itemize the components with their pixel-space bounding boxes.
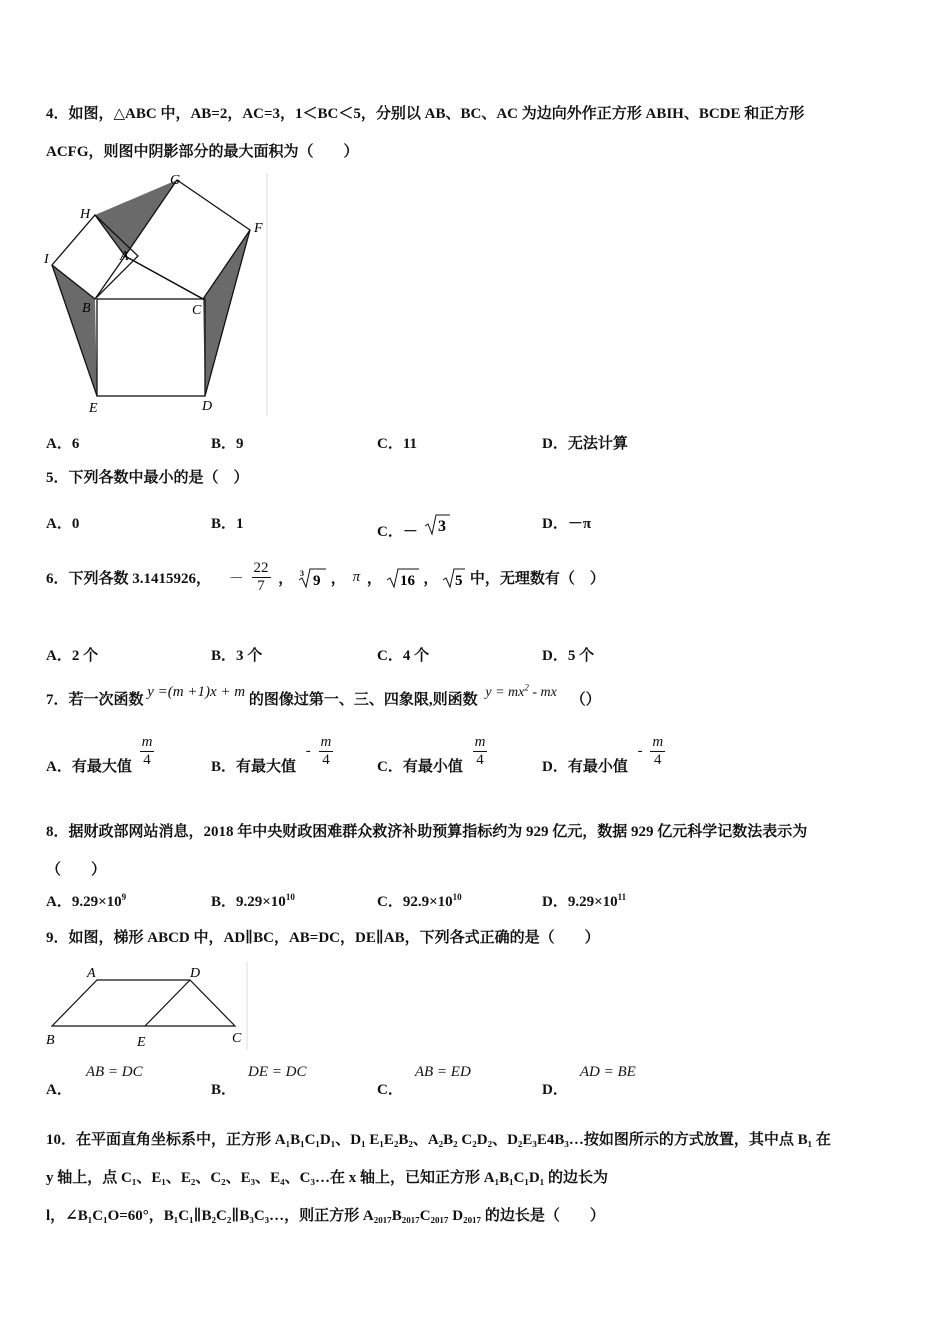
q5-option-b[interactable]: B．1 [211, 516, 244, 532]
q8-stem-line2: （ ） [46, 862, 107, 878]
q5-option-c[interactable]: C．－ 3 [377, 512, 450, 541]
svg-text:16: 16 [399, 572, 415, 589]
label-i: I [44, 252, 49, 267]
q9-figure [42, 960, 252, 1052]
label-f: F [254, 221, 263, 236]
sqrt-5 [442, 566, 466, 590]
label-d: D [190, 966, 201, 981]
q10-stem-line3: l，∠B₁C₁O=60°，B₁C₁∥B₂C₂∥B₃C₃…，则正方形 A₂₀₁₇B₂₀₁₇C₂₀₁₇ D₂₀₁₇ 的边长是（ ） [46, 1208, 605, 1224]
sqrt-3 [424, 512, 450, 538]
label-a: A [120, 249, 129, 264]
q5-stem: 5．下列各数中最小的是（ ） [46, 470, 249, 486]
svg-text:3: 3 [437, 518, 446, 535]
shade-hag [95, 180, 177, 256]
q9-option-c[interactable]: C．AB = ED [377, 1064, 471, 1098]
q7-option-b[interactable]: B．有最大值 - $\frac{m}{4}$ [211, 734, 332, 775]
q8-option-d[interactable]: D．$9.29\times 10^{11}$ [542, 892, 627, 910]
q9-stem: 9．如图，梯形 ABCD 中，AD∥BC，AB=DC，DE∥AB，下列各式正确的是（ ） [46, 930, 600, 946]
q7-option-c[interactable]: C．有最小值 $\frac{m}{4}$ [377, 734, 486, 775]
frac-22-7: $\frac{22}{7}$ [253, 560, 269, 594]
q8-option-b[interactable]: B．$9.29\times 10^{10}$ [211, 892, 295, 910]
svg-text:3: 3 [300, 568, 305, 578]
label-b: B [46, 1033, 55, 1048]
label-h: H [80, 207, 91, 222]
q8-option-c[interactable]: C．$92.9\times 10^{10}$ [377, 892, 462, 910]
trapezoid-abcd [52, 980, 235, 1026]
q9-option-a[interactable]: A．AB = DC [46, 1064, 143, 1098]
q6-stem: 6．下列各数 3.1415926， － $\frac{22}{7}$ ， 3 9 ， π ， 16 ， 5 中，无理数有（ ） [46, 560, 605, 594]
q4-stem-line1: 4．如图，△ABC 中，AB=2，AC=3，1＜BC＜5，分别以 AB、BC、AC 为边向外作正方形 ABIH、BCDE 和正方形 [46, 106, 805, 122]
q6-option-b[interactable]: B．3 个 [211, 648, 263, 664]
q5-option-d[interactable]: D．－π [542, 516, 592, 532]
q8-stem-line1: 8．据财政部网站消息，2018 年中央财政困难群众救济补助预算指标约为 929 亿元，数据 929 亿元科学记数法表示为 [46, 824, 808, 840]
q9-option-d[interactable]: D．AD = BE [542, 1064, 636, 1098]
q4-option-c[interactable]: C．11 [377, 436, 418, 452]
q9-option-b[interactable]: B．DE = DC [211, 1064, 307, 1098]
q7-stem: 7．若一次函数 y =(m +1)x + m 的图像过第一、三、四象限,则函数 $y = mx^2$ - mx （） [46, 682, 601, 708]
label-e: E [89, 401, 98, 416]
q4-option-d[interactable]: D．无法计算 [542, 436, 628, 452]
segment-de [145, 980, 190, 1026]
square-bcde [97, 299, 205, 396]
q7-func1: y =(m +1)x + m [147, 684, 246, 700]
sqrt-16 [386, 566, 420, 590]
q4-option-a[interactable]: A．6 [46, 436, 80, 452]
svg-text:5: 5 [455, 572, 463, 589]
svg-text:9: 9 [313, 572, 321, 589]
label-a: A [87, 966, 96, 981]
label-d: D [202, 399, 213, 414]
q4-option-b[interactable]: B．9 [211, 436, 244, 452]
q5-option-a[interactable]: A．0 [46, 516, 80, 532]
q7-option-d[interactable]: D．有最小值 - $\frac{m}{4}$ [542, 734, 664, 775]
q7-func2: $y = mx^2$ - mx [485, 682, 557, 700]
q4-stem-line2: ACFG，则图中阴影部分的最大面积为（ ） [46, 144, 359, 160]
q6-option-a[interactable]: A．2 个 [46, 648, 99, 664]
q8-option-a[interactable]: A．$9.29\times 10^9$ [46, 892, 127, 910]
q10-stem-line2: y 轴上，点 C₁、E₁、E₂、C₂、E₃、E₄、C₃…在 x 轴上，已知正方形 A₁B₁C₁D₁ 的边长为 [46, 1170, 608, 1186]
label-b: B [82, 301, 91, 316]
q6-option-c[interactable]: C．4 个 [377, 648, 430, 664]
q4-figure [42, 168, 272, 418]
label-g: G [170, 173, 181, 188]
q10-stem-line1: 10．在平面直角坐标系中，正方形 A₁B₁C₁D₁、D₁ E₁E₂B₂、A₂B₂ C₂D₂、D₂E₃E4B₃…按如图所示的方式放置，其中点 B₁ 在 [46, 1132, 831, 1148]
cbrt-9 [297, 566, 327, 590]
q7-option-a[interactable]: A．有最大值 $\frac{m}{4}$ [46, 734, 153, 775]
label-e: E [137, 1035, 146, 1050]
label-c: C [232, 1031, 242, 1046]
label-c: C [192, 303, 202, 318]
q6-option-d[interactable]: D．5 个 [542, 648, 595, 664]
